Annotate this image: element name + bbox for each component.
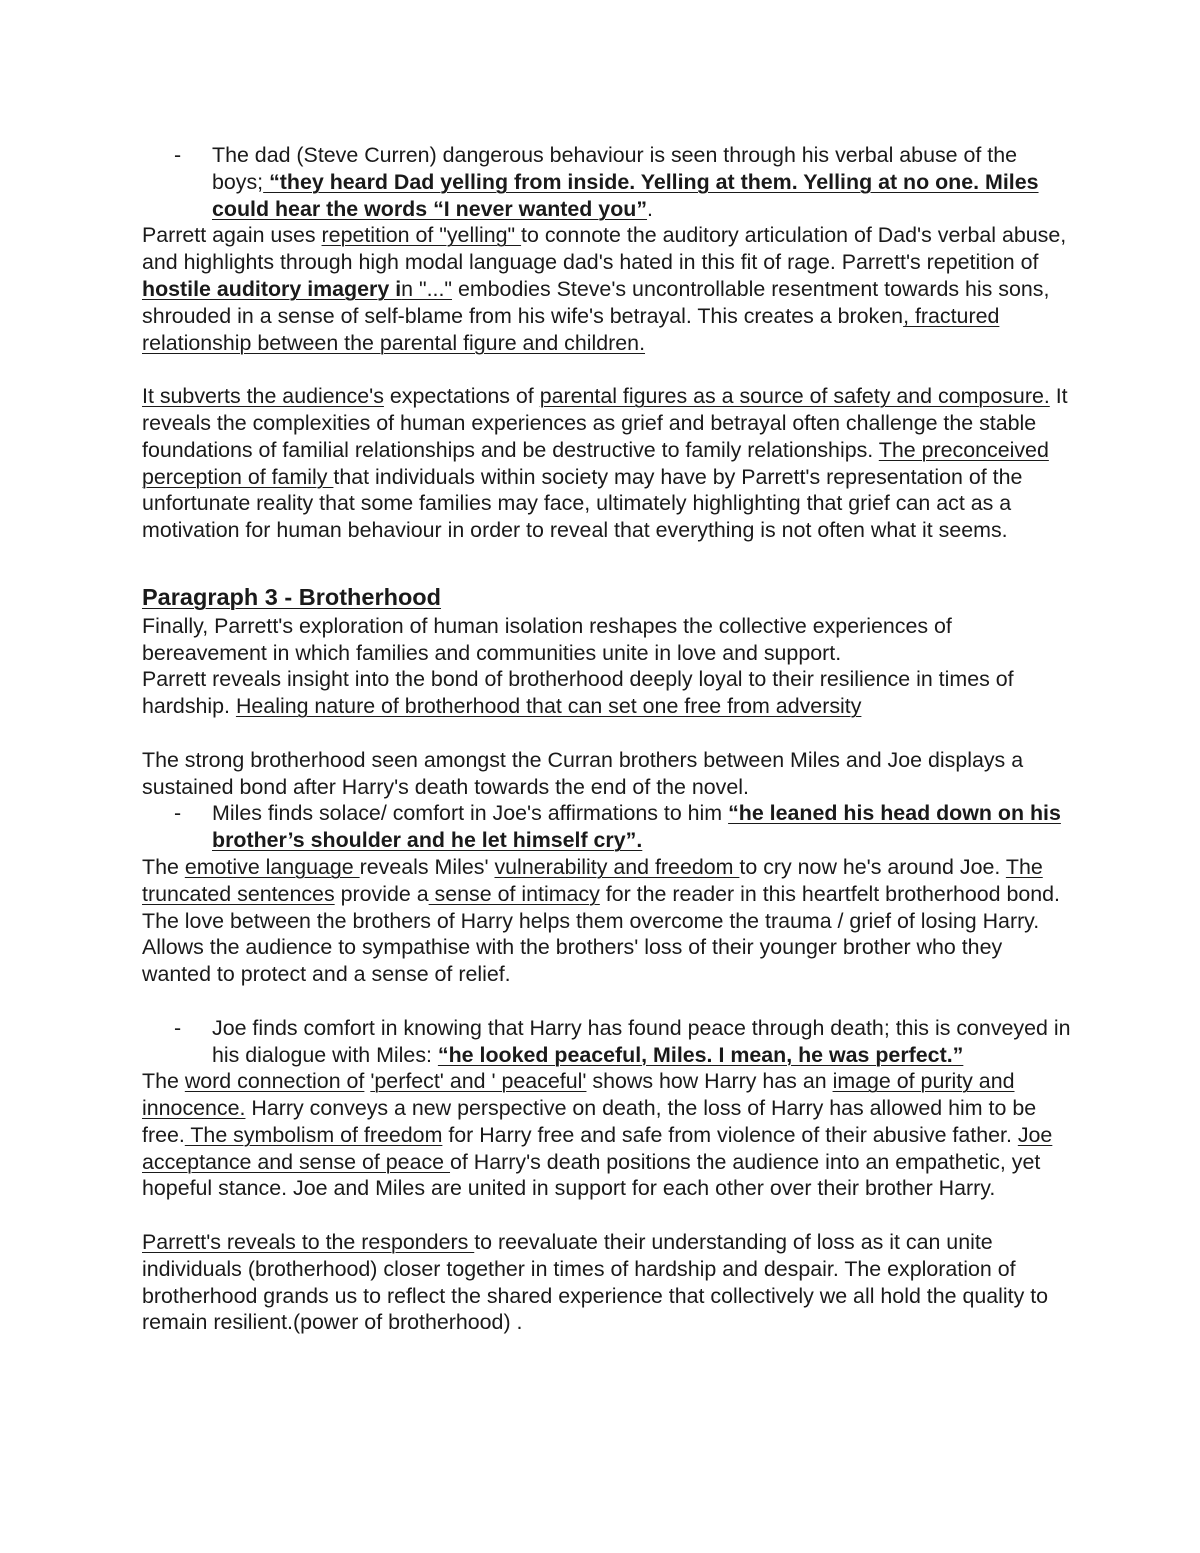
underlined-phrase: It subverts the audience's [142,384,384,409]
analysis-paragraph-connection [142,1068,1072,1202]
bold-underlined-phrase: hostile auditory imagery i [142,276,402,301]
bullet-text: Joe finds comfort in knowing that Harry has found peace through death; this is conveyed in his dialogue with Miles: [212,1015,1071,1067]
underlined-phrase: Joe acceptance and sense of peace [142,1122,1053,1174]
bullet-item-joe-comfort [142,1015,1072,1069]
text-run: shows how Harry has an [586,1069,833,1094]
bullet-item-miles-solace [142,800,1072,854]
text-run: Finally, Parrett's exploration of human isolation reshapes the collective experiences of bereavement in which families and communities unite in love and support. [142,613,952,665]
underlined-phrase: , fractured relationship between the parental figure and children. [142,303,1000,355]
paragraph-spacer [142,1202,1072,1229]
analysis-paragraph-repetition [142,222,1072,356]
underlined-phrase: 'perfect' and ' peaceful' [370,1069,587,1094]
underlined-phrase: word connection of [184,1069,365,1094]
underlined-phrase: The preconceived perception of family [142,437,1049,489]
brotherhood-lead-paragraph: The strong brotherhood seen amongst the Curran brothers between Miles and Joe displays a sustained bond after Harry's death towards the end of the novel. [142,747,1024,799]
quote-dad-yelling: “they heard Dad yelling from inside. Yelling at them. Yelling at no one. Miles could hear the words “I never wanted you” [212,169,1039,221]
bullet-text-end: . [647,196,653,221]
quote-harry-peaceful: “he looked peaceful, Miles. I mean, he was perfect.” [437,1042,964,1067]
underlined-phrase: image of purity and innocence. [142,1069,1015,1121]
text-run: The [142,854,185,879]
text-run: that individuals within society may have by Parrett's representation of the unfortunate reality that some families may face, ultimately highlighting that grief can act as a motivation for human behaviour in order to reveal that everything is not often what it seems. [142,464,1023,543]
bullet-text: Miles finds solace/ comfort in Joe's affirmations to him [212,801,729,826]
bullet-text: The dad (Steve Curren) dangerous behaviour is seen through his verbal abuse of the boys; [212,143,1018,194]
section-heading: Paragraph 3 - Brotherhood [142,583,442,610]
underlined-phrase: sense of intimacy [428,881,600,906]
conclusion-paragraph [142,1229,1072,1336]
text-run: provide a [334,881,429,906]
text-run: Parrett reveals insight into the bond of brotherhood deeply loyal to their resilience in times of hardship. [142,667,1014,719]
paragraph-spacer [142,988,1072,1015]
quote-miles-cry: “he leaned his head down on his brother’s shoulder and he let himself cry”. [212,801,1061,853]
text-run: to cry now he's around Joe. [739,854,1006,879]
bullet-dash: - [174,801,182,826]
text-run: It reveals the complexities of human experiences as grief and betrayal often challenge the stable foundations of familial relationships and be destructive to family relationships. [142,384,1068,462]
intro-paragraph [142,613,1072,667]
underlined-phrase: Healing nature of brotherhood that can set one free from adversity [235,694,862,719]
bullet-item-dad-abuse [142,142,1072,222]
text-run: The [142,1069,185,1094]
document-body [142,142,1072,1336]
underlined-phrase: n "..." [401,276,452,301]
underlined-phrase: repetition of "yelling" [321,223,522,248]
text-run: of Harry's death positions the audience into an empathetic, yet hopeful stance. Joe and Miles are united in support for each other over their brother Harry. [142,1149,1041,1201]
underlined-phrase: Parrett's reveals to the responders [142,1230,475,1255]
bullet-dash: - [174,1015,182,1040]
text-run: Parrett again uses [142,223,322,248]
analysis-paragraph-emotive [142,854,1072,988]
paragraph-spacer [142,544,1072,571]
underlined-phrase: The symbolism of freedom [184,1122,443,1147]
text-run: to connote the auditory articulation of Dad's verbal abuse, and highlights through high modal language dad's hated in this fit of rage. Parrett's repetition of [142,223,1067,275]
underlined-phrase: emotive language [184,854,360,879]
underlined-phrase: The truncated sentences [142,854,1043,906]
paragraph-spacer [142,356,1072,383]
bullet-dash: - [174,143,182,167]
text-run: embodies Steve's uncontrollable resentment towards his sons, shrouded in a sense of self-blame from his wife's betrayal. This creates a broken [142,276,1050,328]
text-run: for Harry free and safe from violence of their abusive father. [442,1122,1018,1147]
analysis-paragraph-subverts [142,383,1072,544]
text-run: reveals Miles' [359,854,495,879]
text-run: expectations of [383,384,540,409]
text-run: for the reader in this heartfelt brotherhood bond. The love between the brothers of Harry helps them overcome the trauma / grief of losing Harry. Allows the audience to sympathise with the brothers' loss of their younger brother who they wanted to protect and a sense of relief. [142,881,1061,987]
text-run: to reevaluate their understanding of loss as it can unite individuals (brotherhood) closer together in times of hardship and despair. The exploration of brotherhood grands us to reflect the shared experience that collectively we all hold the quality to remain resilient.(power of brotherhood) . [142,1230,1049,1335]
underlined-phrase: vulnerability and freedom [494,854,740,879]
intro-paragraph-2 [142,666,1072,720]
paragraph-spacer [142,720,1072,747]
underlined-phrase: parental figures as a source of safety and composure. [539,384,1050,409]
text-run: Harry conveys a new perspective on death, the loss of Harry has allowed him to be free. [142,1096,1037,1147]
